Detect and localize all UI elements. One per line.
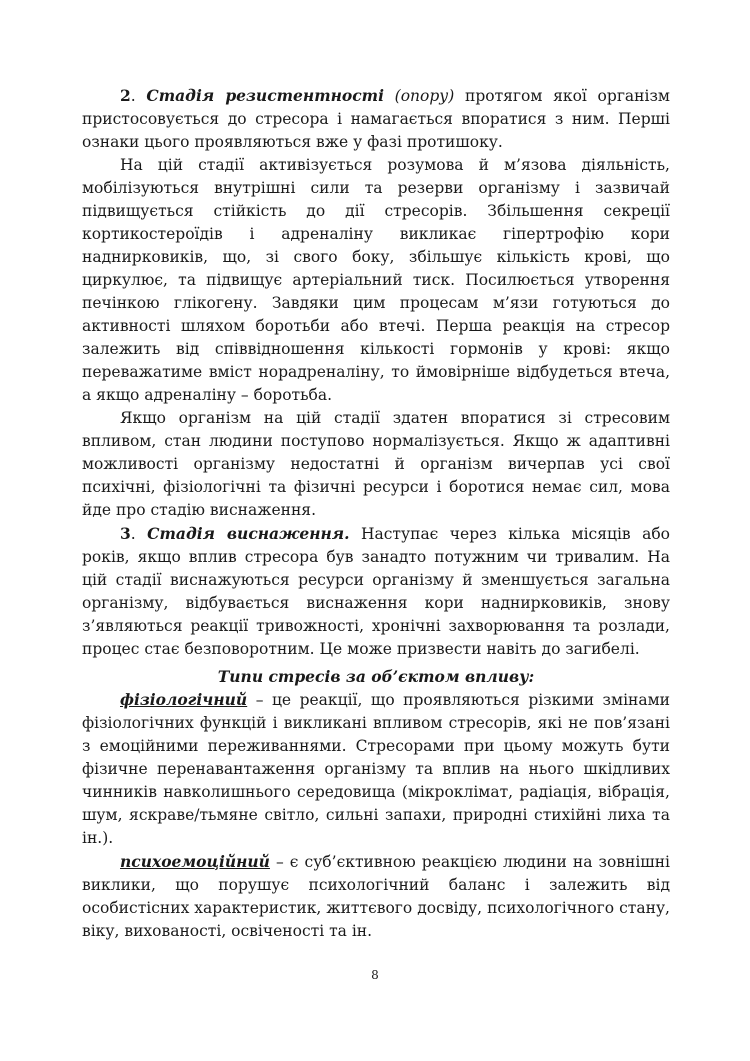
- stage-2-note: (опору): [394, 87, 455, 105]
- paragraph-coping: Якщо організм на цій стадії здатен впоратися зі стресовим впливом, стан людини поступово нормалізується. Якщо ж адаптивні можливості організму недостатні й організм вичерпав усі свої психічні, фізіологічні та фізичні ресурси і боротися немає сил, мова йде про стадію виснаження.: [82, 409, 670, 519]
- page-number: 8: [371, 968, 379, 982]
- paragraph-physiological: [82, 688, 670, 850]
- document-body: [82, 84, 670, 943]
- section-heading: Типи стресів за об’єктом впливу:: [217, 667, 535, 686]
- stage-3-title: Стадія виснаження.: [147, 524, 350, 543]
- stage-2-title: Стадія резистентності: [146, 86, 384, 105]
- paragraph-activation: На цій стадії активізується розумова й м’язова діяльність, мобілізуються внутрішні сили та резерви організму і зазвичай підвищується стійкість до дії стресорів. Збільшення секреції кортикостероїдів і адреналіну викликає гіпертрофію кори наднирковиків, що, зі свого боку, збільшує кількість крові, що циркулює, та підвищує артеріальний тиск. Посилюється утворення печінкою глікогену. Завдяки цим процесам м’язи готуються до активності шляхом боротьби або втечі. Перша реакція на стресор залежить від співвідношення кількості гормонів у крові: якщо переважатиме вміст норадреналіну, то ймовірніше відбудеться втеча, а якщо адреналіну – боротьба.: [82, 156, 670, 404]
- physiological-term: фізіологічний: [120, 690, 248, 709]
- paragraph-stage-2: 2. Стадія резистентності (опору) протягом якої організм пристосовується до стресора і намагається впоратися з ним. Перші ознаки цього проявляються вже у фазі протишоку.: [82, 86, 670, 151]
- paragraph-psychoemotional: [82, 850, 670, 943]
- psychoemotional-term: психоемоційний: [120, 852, 270, 871]
- psychoemotional-text: – є суб’єктивною реакцією людини на зовнішні виклики, що порушує психологічний баланс і залежить від особистісних характеристик, життєвого досвіду, психологічного стану, віку, вихованості, освіченості та ін.: [82, 853, 670, 940]
- stage-3-number: 3: [120, 524, 131, 543]
- stage-3-text: Наступає через кілька місяців або років, якщо вплив стресора був занадто потужним чи тривалим. На цій стадії виснажуються ресурси організму й зменшується загальна організму, відбувається виснаження кори наднирковиків, знову з’являються реакції тривожності, хронічні захворювання та розлади, процес стає безповоротним. Це може призвести навіть до загибелі.: [82, 525, 670, 658]
- stage-2-number: 2: [120, 86, 131, 105]
- physiological-text: – це реакції, що проявляються різкими змінами фізіологічних функцій і викликані впливом стресорів, які не пов’язані з емоційними переживаннями. Стресорами при цьому можуть бути фізичне перенавантаження організму та вплив на нього шкідливих чинників навколишнього середовища (мікроклімат, радіація, вібрація, шум, яскраве/тьмяне світло, сильні запахи, природні стихійні лиха та ін.).: [82, 691, 670, 847]
- stage-2-text: протягом якої організм пристосовується до стресора і намагається впоратися з ним. Перші ознаки цього проявляються вже у фазі протишоку.: [82, 87, 670, 151]
- paragraph-stage-3: 3. Стадія виснаження. Наступає через кілька місяців або років, якщо вплив стресора був занадто потужним чи тривалим. На цій стадії виснажуються ресурси організму й зменшується загальна організму, відбувається виснаження кори наднирковиків, знову з’являються реакції тривожності, хронічні захворювання та розлади, процес стає безповоротним. Це може призвести навіть до загибелі.: [82, 524, 670, 658]
